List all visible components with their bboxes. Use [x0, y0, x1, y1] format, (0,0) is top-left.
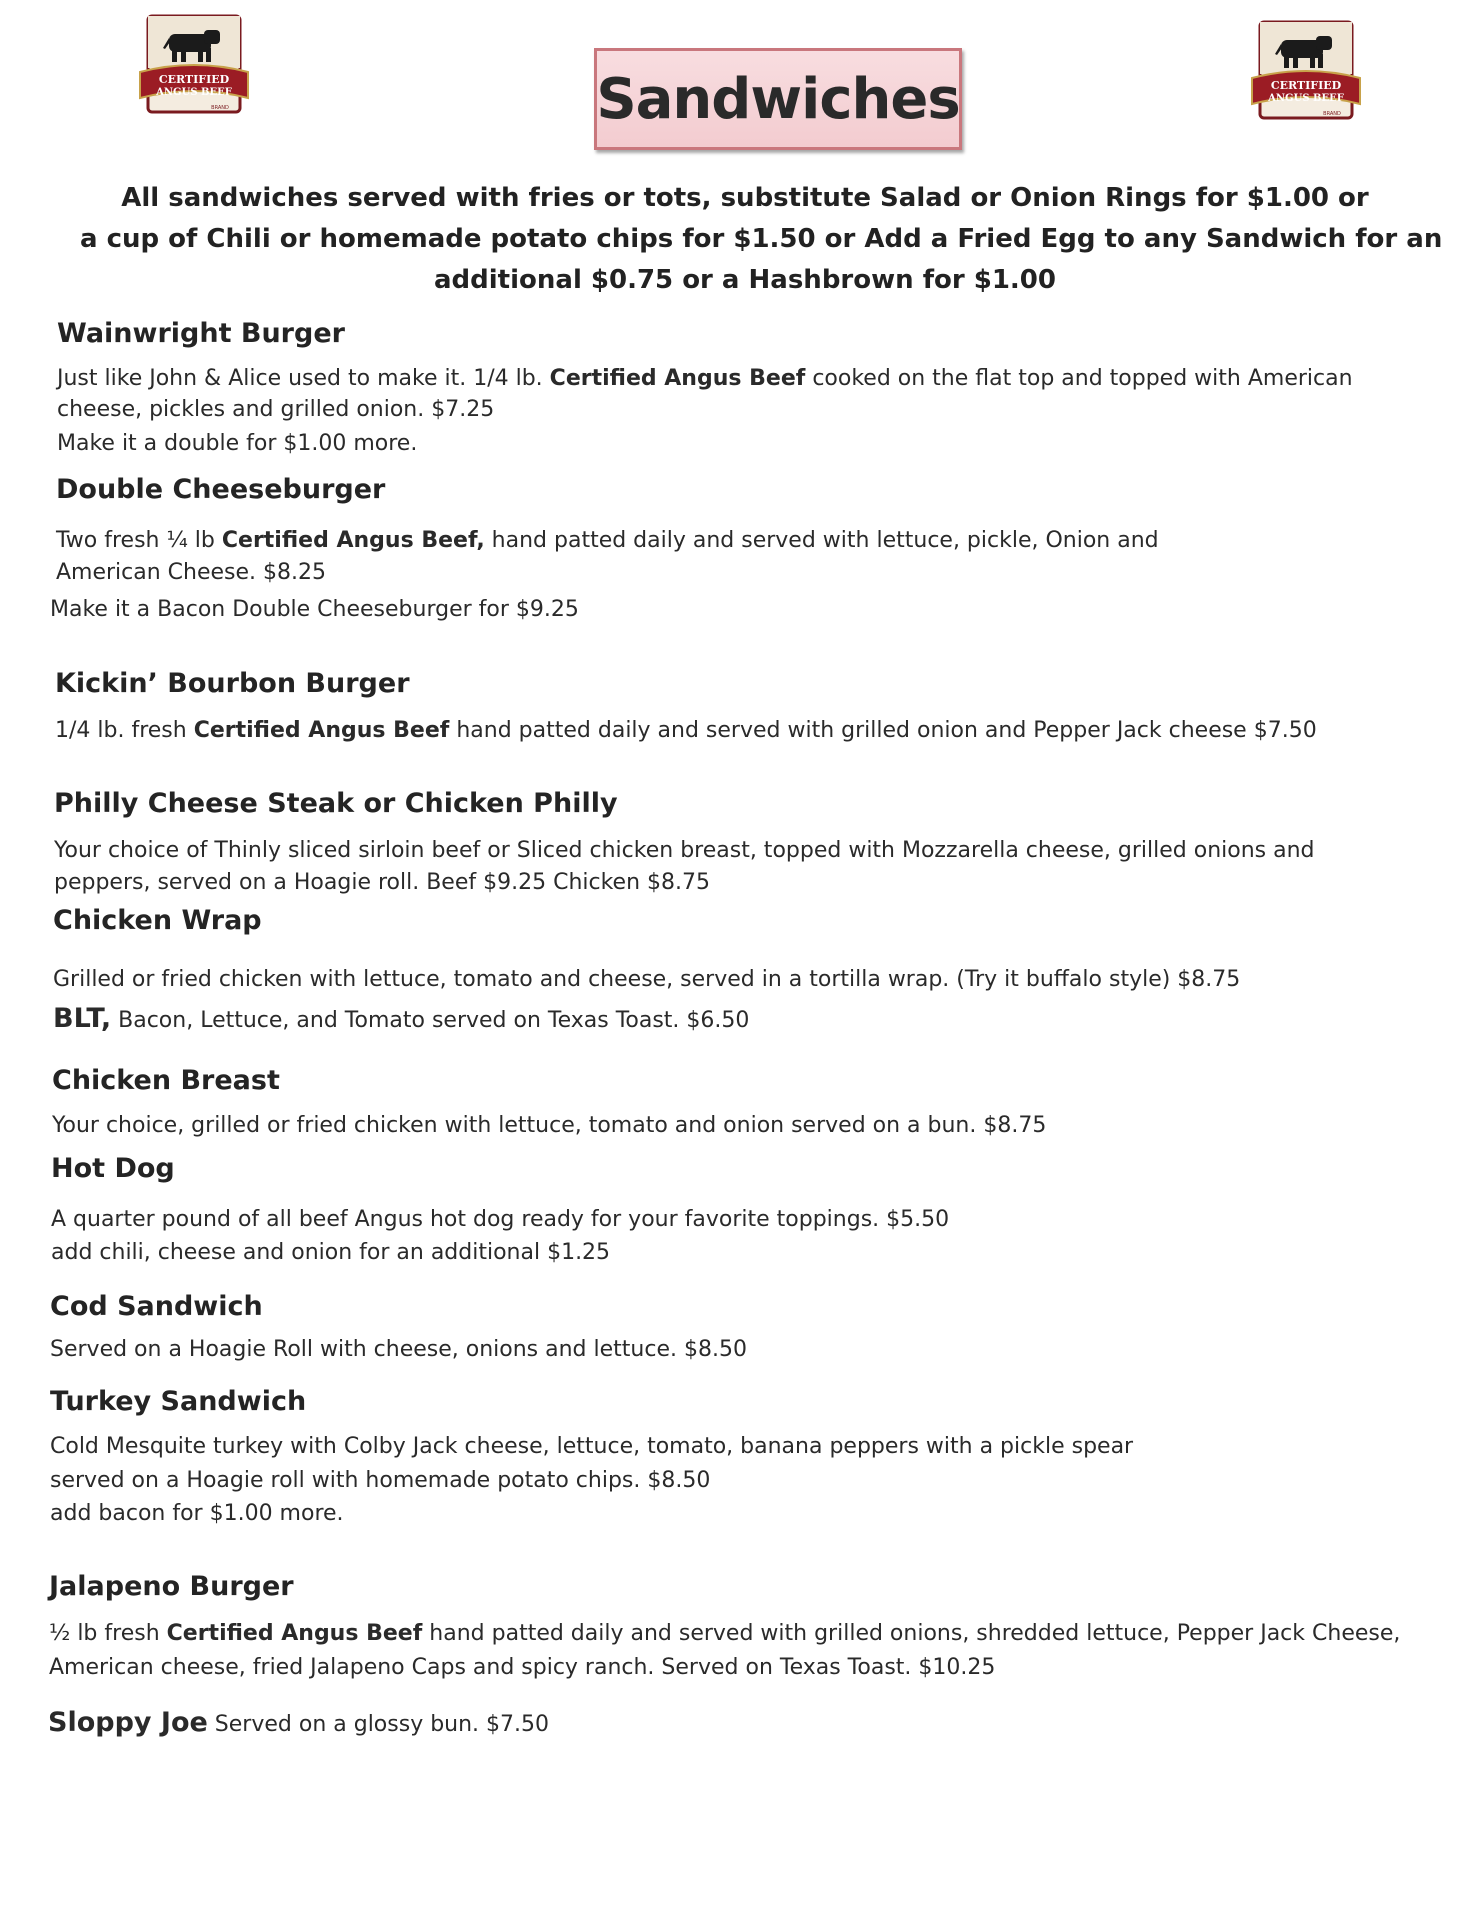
- page-title-box: [594, 48, 962, 150]
- item-description-line: Cold Mesquite turkey with Colby Jack cheese, lettuce, tomato, banana peppers with a pickle spear: [50, 1434, 1134, 1459]
- item-description-line: Make it a Bacon Double Cheeseburger for $9.25: [50, 597, 579, 622]
- item-description-line: Make it a double for $1.00 more.: [57, 431, 418, 456]
- item-name: Double Cheeseburger: [56, 474, 386, 505]
- item-name: Kickin’ Bourbon Burger: [55, 668, 410, 699]
- item-description-line: Grilled or fried chicken with lettuce, tomato and cheese, served in a tortilla wrap. (Try it buffalo style) $8.75: [53, 967, 1241, 992]
- certified-angus-beef-logo-left: [136, 14, 252, 122]
- item-name: Hot Dog: [51, 1153, 175, 1184]
- item-description: Served on a glossy bun. $7.50: [207, 1712, 550, 1737]
- angus-logo-graphic: [136, 14, 252, 122]
- item-inline-line: [48, 1707, 549, 1738]
- intro-line: All sandwiches served with fries or tots, substitute Salad or Onion Rings for $1.00 or: [121, 183, 1369, 213]
- item-description-line: American Cheese. $8.25: [56, 560, 327, 585]
- item-description-line: peppers, served on a Hoagie roll. Beef $9.25 Chicken $8.75: [54, 870, 711, 895]
- certified-angus-beef-logo-right: [1248, 20, 1364, 128]
- logo-text-line-3: BRAND: [1323, 111, 1341, 117]
- logo-text-line-3: BRAND: [211, 105, 229, 111]
- item-inline-line: [53, 1003, 749, 1034]
- item-name: Chicken Breast: [52, 1065, 280, 1096]
- logo-text-line-1: CERTIFIED: [1270, 79, 1342, 92]
- logo-text-line-2: ANGUS BEEF: [156, 87, 232, 98]
- angus-logo-graphic: [1248, 20, 1364, 128]
- logo-text-line-2: ANGUS BEEF: [1268, 93, 1344, 104]
- item-description-line: 1/4 lb. fresh Certified Angus Beef hand patted daily and served with grilled onion and Pepper Jack cheese $7.50: [55, 718, 1317, 743]
- item-description-line: add chili, cheese and onion for an additional $1.25: [51, 1240, 611, 1265]
- item-description-line: add bacon for $1.00 more.: [50, 1501, 344, 1526]
- item-name: Cod Sandwich: [50, 1291, 263, 1322]
- item-name: Sloppy Joe: [48, 1707, 208, 1738]
- page-title: Sandwiches: [596, 66, 960, 132]
- logo-text-line-1: CERTIFIED: [158, 73, 230, 86]
- item-description-line: served on a Hoagie roll with homemade potato chips. $8.50: [50, 1468, 711, 1493]
- item-description: Bacon, Lettuce, and Tomato served on Texas Toast. $6.50: [111, 1008, 750, 1033]
- item-name: Philly Cheese Steak or Chicken Philly: [54, 788, 618, 819]
- item-description-line: Served on a Hoagie Roll with cheese, onions and lettuce. $8.50: [50, 1337, 747, 1362]
- item-description-line: ½ lb fresh Certified Angus Beef hand patted daily and served with grilled onions, shredded lettuce, Pepper Jack Cheese,: [49, 1621, 1401, 1646]
- item-description-line: American cheese, fried Jalapeno Caps and spicy ranch. Served on Texas Toast. $10.25: [49, 1655, 996, 1680]
- item-description-line: cheese, pickles and grilled onion. $7.25: [57, 397, 495, 422]
- intro-note: [80, 178, 1443, 301]
- item-description-line: Two fresh ¼ lb Certified Angus Beef, hand patted daily and served with lettuce, pickle, Onion and: [56, 528, 1159, 553]
- item-name: Chicken Wrap: [53, 905, 262, 936]
- item-description-line: Your choice, grilled or fried chicken with lettuce, tomato and onion served on a bun. $8.75: [52, 1113, 1047, 1138]
- item-name: Wainwright Burger: [57, 318, 345, 349]
- item-description-line: Your choice of Thinly sliced sirloin beef or Sliced chicken breast, topped with Mozzarella cheese, grilled onions and: [54, 838, 1315, 863]
- item-name: Turkey Sandwich: [50, 1386, 307, 1417]
- item-name: Jalapeno Burger: [49, 1571, 294, 1602]
- intro-line: a cup of Chili or homemade potato chips for $1.50 or Add a Fried Egg to any Sandwich for an: [80, 224, 1443, 254]
- item-description-line: Just like John & Alice used to make it. 1/4 lb. Certified Angus Beef cooked on the flat top and topped with American: [57, 366, 1353, 391]
- item-name: BLT,: [53, 1003, 112, 1034]
- item-description-line: A quarter pound of all beef Angus hot dog ready for your favorite toppings. $5.50: [51, 1207, 950, 1232]
- intro-line: additional $0.75 or a Hashbrown for $1.00: [434, 265, 1056, 295]
